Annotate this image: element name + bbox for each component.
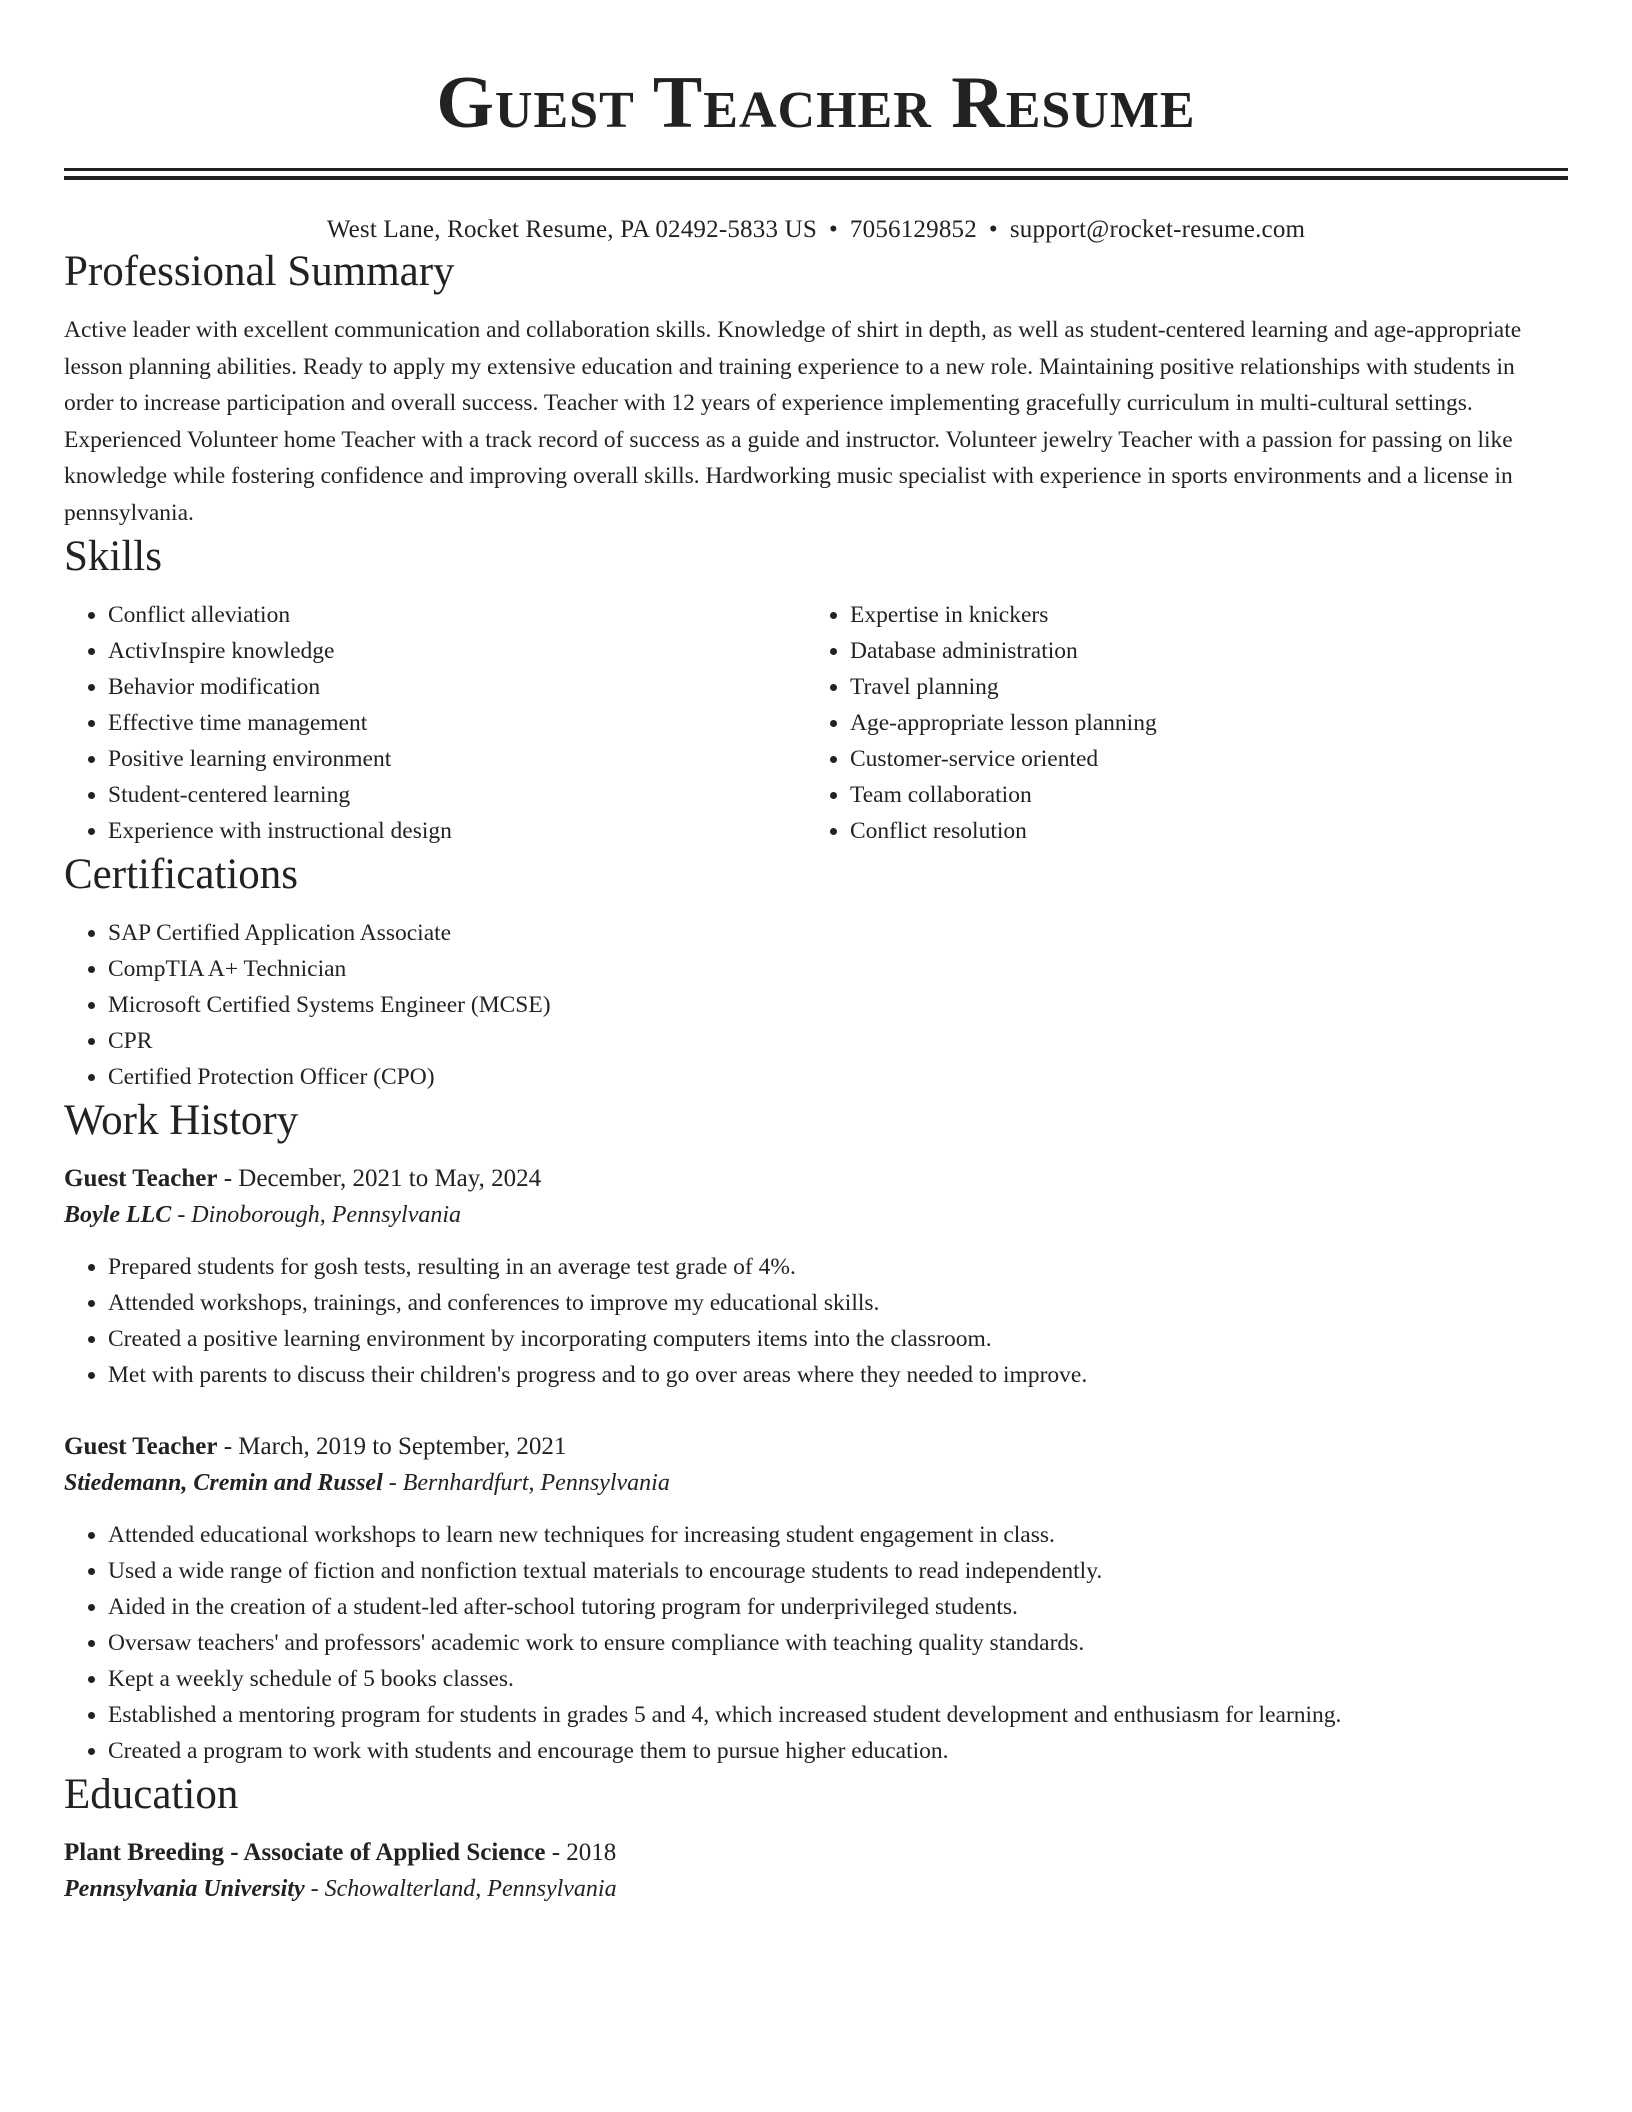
skills-left-list xyxy=(64,597,806,849)
degree-year: - 2018 xyxy=(545,1839,617,1866)
certification-item: • CPR xyxy=(108,1023,1568,1059)
job-duty: • Kept a weekly schedule of 5 books classes. xyxy=(108,1661,1568,1697)
contact-address: West Lane, Rocket Resume, PA 02492-5833 US xyxy=(326,216,817,243)
skills-heading: Skills xyxy=(64,533,162,580)
skill-item: • Positive learning environment xyxy=(108,741,806,777)
education-heading: Education xyxy=(64,1771,239,1818)
resume-title: Guest Teacher Resume xyxy=(436,62,1196,144)
skills-right-column xyxy=(806,597,1548,849)
job-duty: • Attended educational workshops to learn new techniques for increasing student engagement in class. xyxy=(108,1517,1568,1553)
skill-item: • Age-appropriate lesson planning xyxy=(850,705,1548,741)
job-duty: • Created a positive learning environment by incorporating computers items into the classroom. xyxy=(108,1321,1568,1357)
job-dates: - December, 2021 to May, 2024 xyxy=(217,1165,542,1192)
degree-line xyxy=(64,1835,1568,1871)
skill-item: • Student-centered learning xyxy=(108,777,806,813)
school-location: - Schowalterland, Pennsylvania xyxy=(304,1876,617,1902)
skill-item: • Effective time management xyxy=(108,705,806,741)
certification-item: • CompTIA A+ Technician xyxy=(108,951,1568,987)
job-duty: • Prepared students for gosh tests, resulting in an average test grade of 4%. xyxy=(108,1249,1568,1285)
job-duty: • Created a program to work with students and encourage them to pursue higher education. xyxy=(108,1733,1568,1769)
summary-heading: Professional Summary xyxy=(64,248,455,295)
job-duties-list xyxy=(64,1249,1568,1393)
job-duty: • Met with parents to discuss their children's progress and to go over areas where they needed to improve. xyxy=(108,1357,1568,1393)
company-location: - Bernhardfurt, Pennsylvania xyxy=(382,1470,670,1496)
degree-name: Plant Breeding - Associate of Applied Science xyxy=(64,1839,546,1866)
certifications-heading: Certifications xyxy=(64,851,299,898)
contact-email: support@rocket-resume.com xyxy=(1009,216,1306,243)
skill-item: • Experience with instructional design xyxy=(108,813,806,849)
company-name: Stiedemann, Cremin and Russel xyxy=(64,1470,383,1496)
skill-item: • Customer-service oriented xyxy=(850,741,1548,777)
contact-phone: 7056129852 xyxy=(849,216,977,243)
contact-line xyxy=(64,214,1568,246)
job-title: Guest Teacher xyxy=(64,1433,218,1460)
company-line xyxy=(64,1197,1568,1233)
contact-separator: • xyxy=(988,216,998,243)
certification-item: • Microsoft Certified Systems Engineer (MCSE) xyxy=(108,987,1568,1023)
skill-item: • Travel planning xyxy=(850,669,1548,705)
job-entry xyxy=(64,1429,1568,1769)
skill-item: • Team collaboration xyxy=(850,777,1548,813)
job-entry xyxy=(64,1161,1568,1393)
resume-page xyxy=(64,0,1568,1907)
job-duty: • Used a wide range of fiction and nonfiction textual materials to encourage students to read independently. xyxy=(108,1553,1568,1589)
skills-right-list xyxy=(806,597,1548,849)
skills-grid xyxy=(64,597,1568,849)
skill-item: • Conflict alleviation xyxy=(108,597,806,633)
company-location: - Dinoborough, Pennsylvania xyxy=(171,1202,462,1228)
skill-item: • Conflict resolution xyxy=(850,813,1548,849)
job-duty: • Attended workshops, trainings, and conferences to improve my educational skills. xyxy=(108,1285,1568,1321)
job-duty: • Established a mentoring program for students in grades 5 and 4, which increased student development and enthusiasm for learning. xyxy=(108,1697,1568,1733)
job-duty: • Oversaw teachers' and professors' academic work to ensure compliance with teaching quality standards. xyxy=(108,1625,1568,1661)
skills-left-column xyxy=(64,597,806,849)
company-name: Boyle LLC xyxy=(64,1202,172,1228)
certifications-list xyxy=(64,915,1568,1095)
certification-item: • Certified Protection Officer (CPO) xyxy=(108,1059,1568,1095)
job-duty: • Aided in the creation of a student-led after-school tutoring program for underprivileged students. xyxy=(108,1589,1568,1625)
contact-separator: • xyxy=(828,216,838,243)
title-divider xyxy=(64,168,1568,180)
job-title-line xyxy=(64,1429,1568,1465)
school-name: Pennsylvania University xyxy=(64,1876,305,1902)
skill-item: • Database administration xyxy=(850,633,1548,669)
job-dates: - March, 2019 to September, 2021 xyxy=(217,1433,567,1460)
skill-item: • ActivInspire knowledge xyxy=(108,633,806,669)
job-title-line xyxy=(64,1161,1568,1197)
school-line xyxy=(64,1871,1568,1907)
work-history-heading: Work History xyxy=(64,1097,299,1144)
job-title: Guest Teacher xyxy=(64,1165,218,1192)
skill-item: • Expertise in knickers xyxy=(850,597,1548,633)
certification-item: • SAP Certified Application Associate xyxy=(108,915,1568,951)
job-duties-list xyxy=(64,1517,1568,1769)
skill-item: • Behavior modification xyxy=(108,669,806,705)
summary-text: Active leader with excellent communication and collaboration skills. Knowledge of shirt in depth, as well as student-centered learning and age-appropriate lesson planning abilities. Ready to apply my extensive education and training experience to a new role. Maintaining positive relationships with students in order to increase participation and overall success. Teacher with 12 years of experience implementing gracefully curriculum in multi-cultural settings. Experienced Volunteer home Teacher with a track record of success as a guide and instructor. Volunteer jewelry Teacher with a passion for passing on like knowledge while fostering confidence and improving overall skills. Hardworking music specialist with experience in sports environments and a license in pennsylvania. xyxy=(64,317,1522,526)
company-line xyxy=(64,1465,1568,1501)
